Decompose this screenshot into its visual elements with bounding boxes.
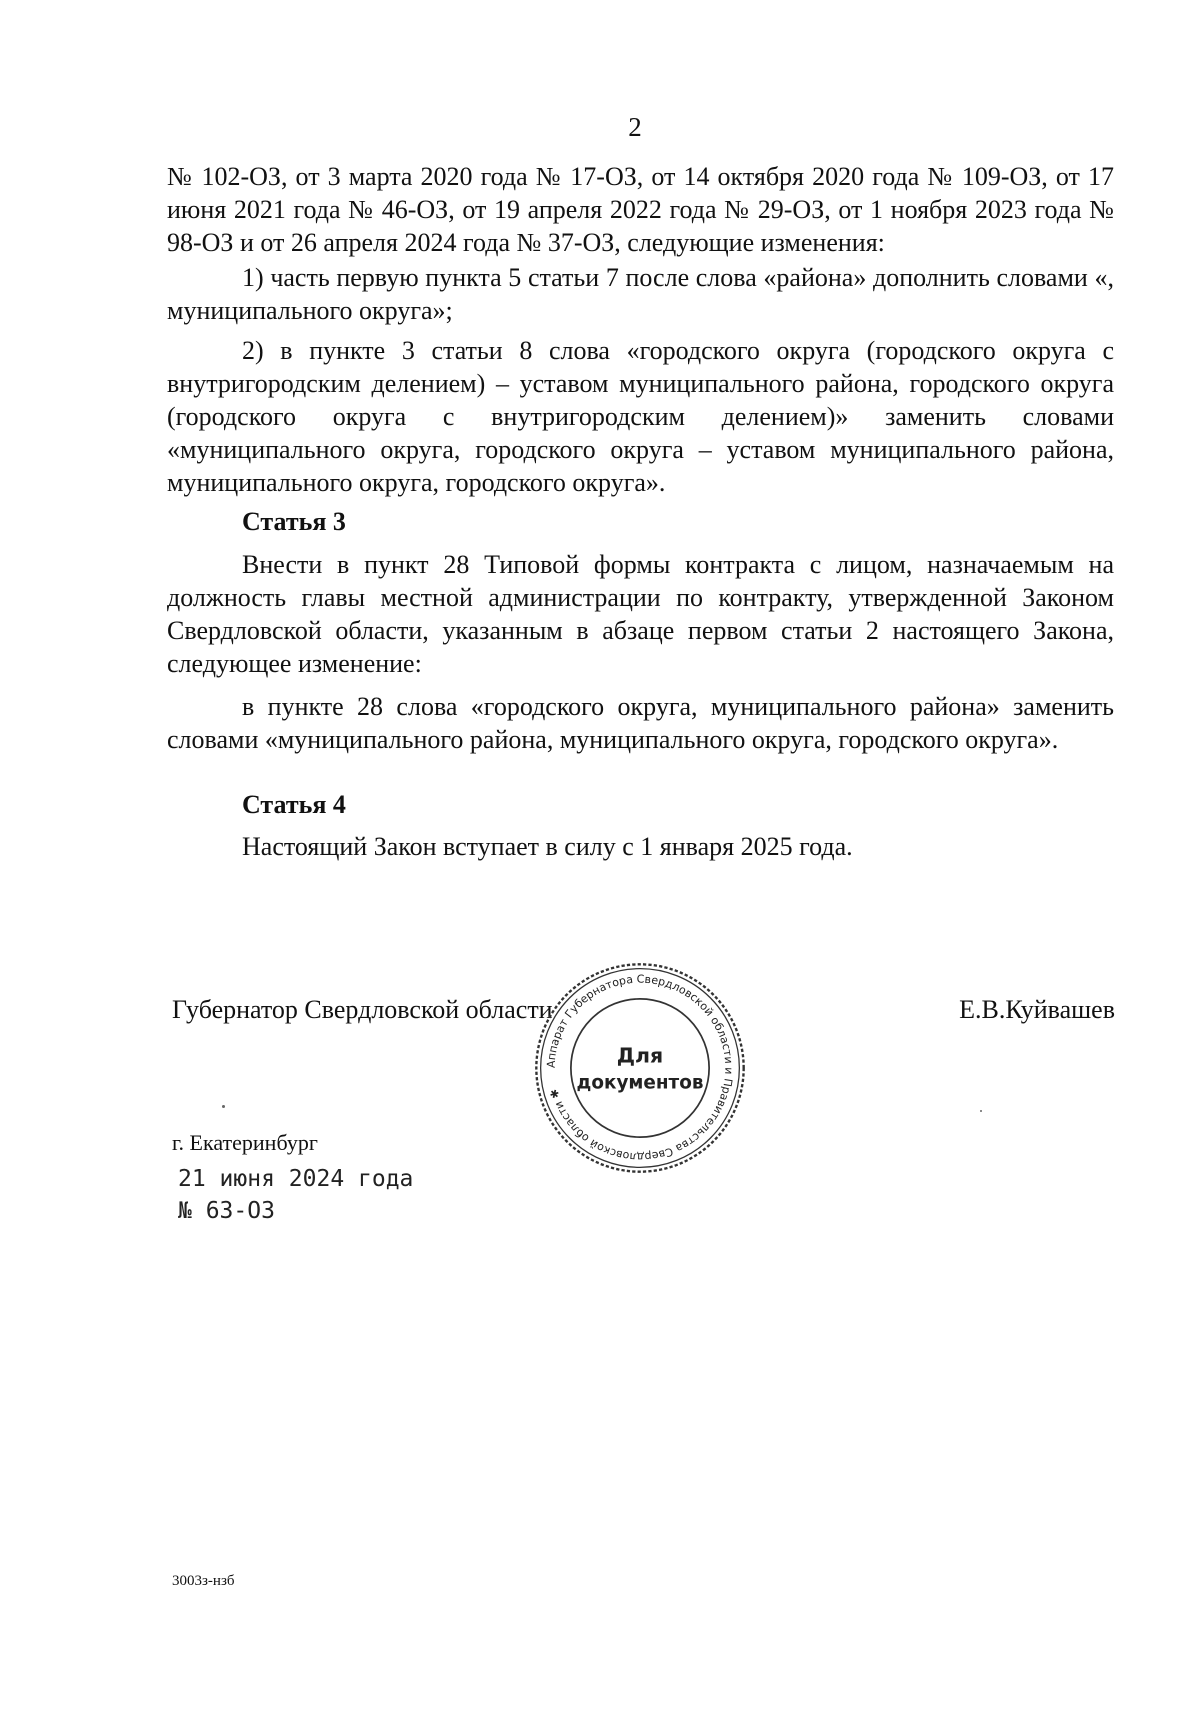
paragraph-article-3: Внести в пункт 28 Типовой формы контракта с лицом, назначаемым на должность главы местной администрации по контракту, утвержденной Законом Свердловской области, указанным в абзаце первом статьи 2 настоящего Закона, следующее изменение:	[167, 550, 1114, 678]
stamp-center-line-1: Для	[616, 1043, 664, 1068]
law-number: № 63-ОЗ	[178, 1198, 275, 1224]
article-3-heading: Статья 3	[242, 507, 346, 536]
scan-speck	[222, 1105, 225, 1108]
law-date: 21 июня 2024 года	[178, 1166, 414, 1192]
signature-name: Е.В.Куйвашев	[959, 995, 1115, 1024]
stamp-ring-text: Аппарат Губернатора Свердловской области и Правительства Свердловской области ✱	[544, 972, 736, 1164]
paragraph-amendments-list: № 102-ОЗ, от 3 марта 2020 года № 17-ОЗ, от 14 октября 2020 года № 109-ОЗ, от 17 июня 2021 года № 46-ОЗ, от 19 апреля 2022 года № 29-ОЗ, от 1 ноября 2023 года № 98-ОЗ и от 26 апреля 2024 года № 37-ОЗ, следующие изменения:	[167, 162, 1114, 257]
place-of-signing: г. Екатеринбург	[172, 1130, 318, 1155]
signature-title: Губернатор Свердловской области	[172, 995, 553, 1024]
svg-text:Аппарат Губернатора Свердловск	[545, 973, 736, 1164]
stamp-center-line-2: документов	[576, 1072, 704, 1094]
paragraph-article-4: Настоящий Закон вступает в силу с 1 января 2025 года.	[242, 832, 853, 861]
paragraph-item-2: 2) в пункте 3 статьи 8 слова «городского округа (городского округа с внутригородским делением) – уставом муниципального района, городского округа (городского округа с внутригородским делением)» заменить словами «муниципального округа, городского округа – уставом муниципального района, муниципального округа, городского округа».	[167, 336, 1114, 497]
footer-code: 3003з-нзб	[172, 1573, 235, 1589]
page-number: 2	[628, 112, 642, 142]
official-stamp	[532, 960, 748, 1176]
paragraph-item-1: 1) часть первую пункта 5 статьи 7 после слова «района» дополнить словами «, муниципального округа»;	[167, 263, 1114, 325]
scan-speck	[980, 1110, 982, 1112]
paragraph-article-3-change: в пункте 28 слова «городского округа, муниципального района» заменить словами «муниципального района, муниципального округа, городского округа».	[167, 692, 1114, 754]
article-4-heading: Статья 4	[242, 790, 346, 819]
